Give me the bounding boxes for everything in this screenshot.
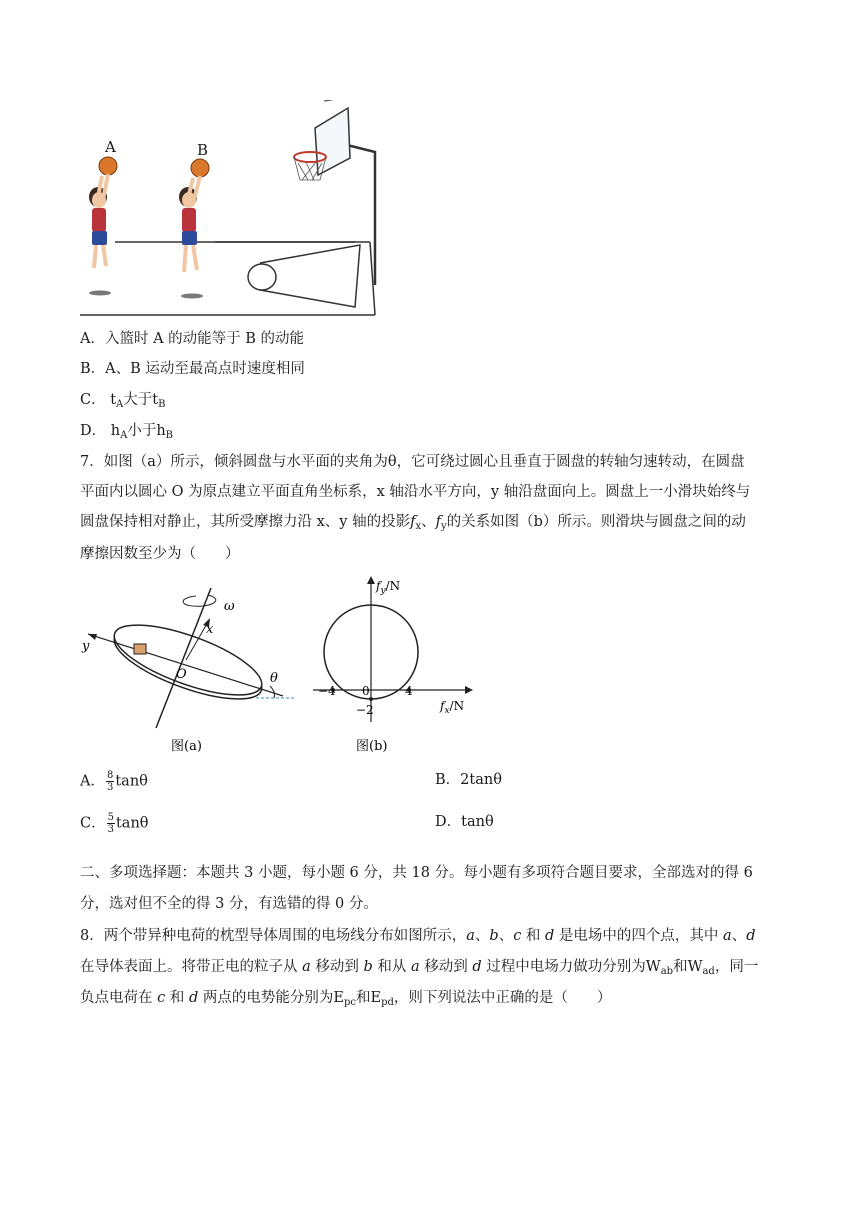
fraction: $\frac{8}{3}$ bbox=[106, 770, 114, 793]
ylabel-f: $f_y/N$ bbox=[376, 579, 401, 596]
q6-option-b: B．A、B 运动至最高点时速度相同 bbox=[80, 361, 305, 377]
q7-line-3: 圆盘保持相对静止，其所受摩擦力沿 x、y 轴的投影$f_x$、$f_y$的关系如图（b）所示。则滑块与圆盘之间的动 bbox=[80, 514, 746, 532]
q6-option-d: D． $h_A$小于$h_B$ bbox=[80, 423, 174, 441]
tick-4: 4 bbox=[405, 684, 413, 698]
fraction: $\frac{5}{3}$ bbox=[107, 812, 114, 835]
basketball-figure bbox=[70, 100, 390, 325]
q8-line-2: 在导体表面上。将带正电的粒子从 a 移动到 b 和从 a 移动到 d 过程中电场力做功分别为$W_{ab}$和$W_{ad}$，同一 bbox=[80, 959, 759, 977]
omega-label: ω bbox=[224, 599, 235, 614]
q7-option-c: C． $\frac{5}{3}$ tanθ bbox=[80, 812, 149, 835]
x-axis-label: x bbox=[206, 622, 214, 637]
q7-line-2: 平面内以圆心 O 为原点建立平面直角坐标系，x 轴沿水平方向，y 轴沿盘面向上。圆盘上一小滑块始终与 bbox=[80, 484, 751, 500]
figure-a-tilted-disk bbox=[78, 578, 303, 758]
player-b bbox=[179, 159, 209, 299]
q7-option-d: D．tanθ bbox=[435, 814, 494, 830]
tick-neg4: −4 bbox=[318, 684, 336, 698]
q8-line-3: 负点电荷在 c 和 d 两点的电势能分别为$E_{pc}$和$E_{pd}$，则下列说法中正确的是（ ） bbox=[80, 990, 612, 1008]
q6-option-c: C． $t_A$大于$t_B$ bbox=[80, 392, 166, 410]
player-a bbox=[89, 157, 117, 296]
section2-line-2: 分，选对但不全的得 3 分，有选错的得 0 分。 bbox=[80, 896, 378, 912]
q7-option-b: B．2tanθ bbox=[435, 772, 502, 788]
figure-b-caption: 图(b) bbox=[356, 739, 388, 754]
q7-line-4: 摩擦因数至少为（ ） bbox=[80, 546, 240, 562]
section2-line-1: 二、多项选择题：本题共 3 小题，每小题 6 分，共 18 分。每小题有多项符合题目要求，全部选对的得 6 bbox=[80, 865, 753, 881]
q7-line-1: 7．如图（a）所示，倾斜圆盘与水平面的夹角为θ，它可绕过圆心且垂直于圆盘的转轴匀速转动，在圆盘 bbox=[80, 454, 745, 470]
figure-b-friction-circle bbox=[310, 572, 480, 758]
y-axis-label: y bbox=[82, 639, 90, 654]
tick-0: 0 bbox=[362, 684, 370, 698]
q7-option-a: A． $\frac{8}{3}$ tanθ bbox=[80, 770, 148, 793]
player-a-label: A bbox=[105, 138, 116, 156]
player-b-label: B bbox=[197, 141, 209, 159]
q6-option-a: A．入篮时 A 的动能等于 B 的动能 bbox=[80, 331, 305, 347]
tick-neg2: −2 bbox=[356, 703, 374, 717]
q8-line-1: 8．两个带异种电荷的枕型导体周围的电场线分布如图所示，a、b、c 和 d 是电场中的四个点，其中 a、d bbox=[80, 928, 756, 944]
figure-a-caption: 图(a) bbox=[171, 739, 202, 754]
origin-label: O bbox=[176, 667, 187, 682]
theta-label: θ bbox=[270, 671, 278, 686]
xlabel-f: $f_x/N$ bbox=[440, 699, 465, 716]
